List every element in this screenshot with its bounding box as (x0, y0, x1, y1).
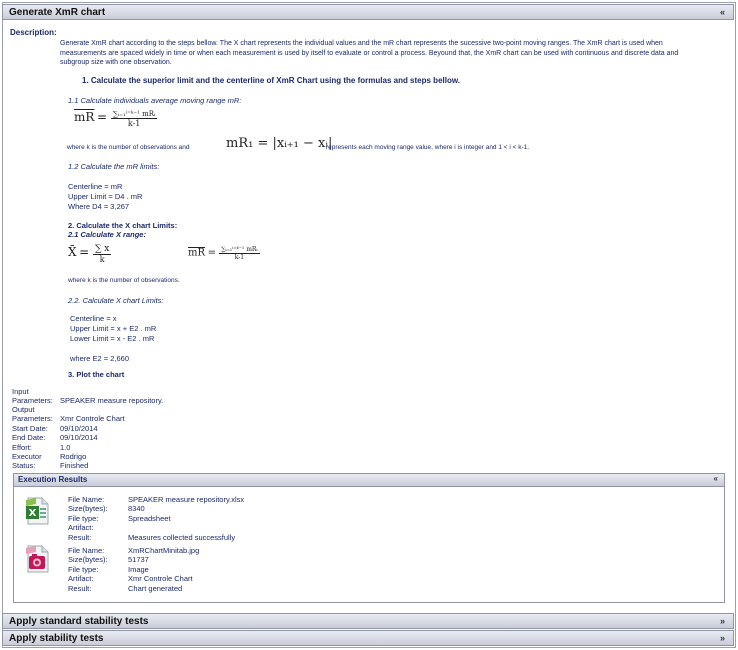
mr-d4-value: Where D4 = 3,267 (68, 202, 130, 211)
mr-bar-symbol-2: $\overline{mR}$ (188, 247, 206, 259)
step-2-heading: 2. Calculate the X chart Limits: (68, 221, 178, 230)
step-1-2-heading: 1.2 Calculate the mR limits: (68, 162, 160, 171)
mr-average-formula-2: $\overline{mR}$ = $\frac{\text{∑ᵢ₌₁ⁱ⁼ᵏ⁻¹ mRᵢ}}{k-1}$ (188, 246, 258, 261)
step-1-heading: 1. Calculate the superior limit and the centerline of XmR Chart using the formulas and steps bellow. (82, 76, 460, 85)
file2-name: File Name: XmRChartMinitab.jpg (68, 546, 200, 555)
where-k-observations: where k is the number of observations. (68, 277, 180, 284)
expand-chevron-icon[interactable]: » (719, 633, 725, 643)
apply-standard-stability-tests-header[interactable] (2, 613, 734, 629)
x-lower-limit: Lower Limit = x - E2 . mR (70, 334, 155, 343)
description-paragraph: Generate XmR chart according to the steps bellow. The X chart represents the individual values and the mR chart represents the sucessive two-point moving ranges. The XmR chart is used when measurements are spaced widely in time or when each measurement is used by itself to evaluate or control a process. Beyound that, the XmR chart can be used with continuous and discrete data and subgroup size with one observation. (60, 40, 679, 66)
image-file-icon[interactable] (24, 544, 50, 574)
collapse-chevron-icon[interactable]: « (713, 474, 718, 483)
x-average-formula: X̄ = $\frac{\sum x}{k}$ (68, 244, 110, 264)
output-label: Output (12, 405, 35, 414)
generate-xmr-chart-panel-header[interactable] (2, 4, 734, 20)
mr-bar2-denominator: k-1 (234, 254, 245, 261)
input-label: Input (12, 387, 29, 396)
file1-size: Size(bytes): 8340 (68, 504, 145, 513)
collapse-chevron-icon[interactable]: « (719, 7, 725, 17)
mr-centerline: Centerline = mR (68, 182, 123, 191)
mr-bar-denominator: k-1 (127, 119, 141, 128)
excel-file-icon[interactable] (24, 496, 50, 526)
execution-results-panel (13, 473, 725, 603)
status: Status: Finished (12, 461, 89, 470)
svg-text:X: X (28, 508, 37, 519)
where-mr-text: represents each moving range value, where i is integer and 1 < i < k-1. (326, 144, 530, 151)
x-bar-denominator: k (99, 255, 105, 264)
moving-range-definition-formula: mR₁ = |xᵢ₊₁ − xᵢ| (226, 136, 333, 151)
panel-title: Apply standard stability tests (9, 616, 149, 627)
file2-size: Size(bytes): 51737 (68, 555, 149, 564)
e2-value: where E2 = 2,660 (70, 354, 130, 363)
step-3-heading: 3. Plot the chart (68, 370, 125, 379)
apply-stability-tests-header[interactable] (2, 630, 734, 646)
panel-title: Generate XmR chart (9, 7, 106, 18)
file2-type: File type: Image (68, 565, 149, 574)
effort: Effort: 1.0 (12, 443, 71, 452)
executor: Executor Rodrigo (12, 452, 87, 461)
expand-chevron-icon[interactable]: » (719, 616, 725, 626)
output-parameters: Parameters: Xmr Controle Chart (12, 414, 125, 423)
execution-results-header[interactable] (14, 474, 724, 487)
x-upper-limit: Upper Limit = x + E2 . mR (70, 324, 157, 333)
file1-type: File type: Spreadsheet (68, 514, 171, 523)
file1-result: Result: Measures collected successfully (68, 533, 236, 542)
mr-average-formula: $\overline{mR}$ = $\frac{\text{∑ᵢ₌₁ⁱ⁼ᵏ⁻¹ mRᵢ}}{k-1}$ (74, 110, 156, 128)
description-label: Description: (10, 28, 57, 37)
start-date: Start Date: 09/10/2014 (12, 424, 98, 433)
input-parameters: Parameters: SPEAKER measure repository. (12, 396, 164, 405)
x-bar-symbol: X̄ (68, 245, 77, 259)
mr-bar-numerator: ∑ᵢ₌₁ⁱ⁼ᵏ⁻¹ mRᵢ (112, 110, 156, 118)
panel-title: Apply stability tests (9, 633, 104, 644)
mr-upper-limit: Upper Limit = D4 . mR (68, 192, 143, 201)
x-bar-numerator: ∑ x (94, 244, 110, 254)
file2-artifact: Artifact: Xmr Controle Chart (68, 574, 193, 583)
end-date: End Date: 09/10/2014 (12, 433, 98, 442)
where-k-text: where k is the number of observations and (67, 144, 190, 151)
file1-name: File Name: SPEAKER measure repository.xlsx (68, 495, 245, 504)
file1-artifact: Artifact: (68, 523, 94, 532)
mr-bar-symbol: $\overline{mR}$ (74, 110, 95, 124)
mr-bar2-numerator: ∑ᵢ₌₁ⁱ⁼ᵏ⁻¹ mRᵢ (221, 246, 258, 253)
step-2-1-heading: 2.1 Calculate X range: (68, 230, 146, 239)
execution-results-title: Execution Results (18, 475, 88, 484)
x-centerline: Centerline = x (70, 314, 117, 323)
file2-result: Result: Chart generated (68, 584, 183, 593)
step-1-1-heading: 1.1 Calculate individuals average moving range mR: (68, 96, 242, 105)
step-2-2-heading: 2.2. Calculate X chart Limits: (68, 296, 164, 305)
